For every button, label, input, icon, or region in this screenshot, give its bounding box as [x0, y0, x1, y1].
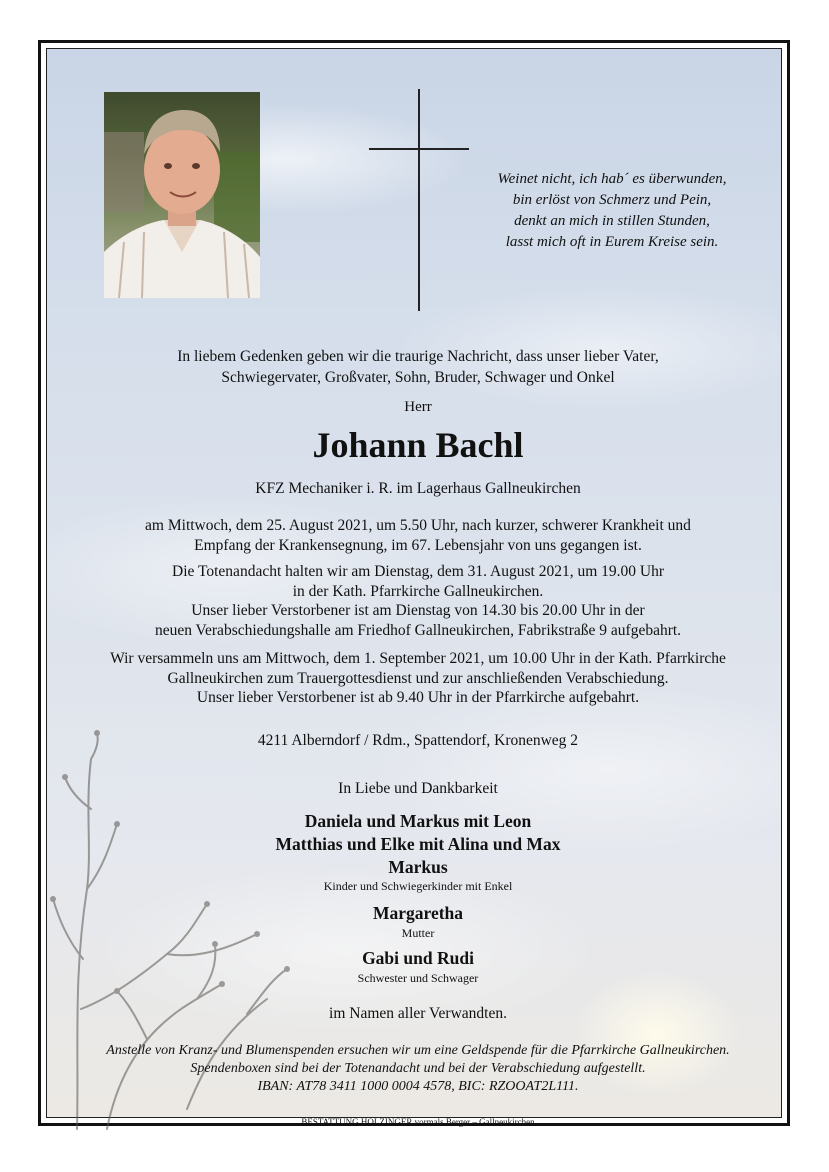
intro-text — [47, 346, 789, 388]
gratitude-line: In Liebe und Dankbarkeit — [338, 780, 498, 797]
mourner-relation: Schwester und Schwager — [357, 971, 479, 985]
salutation: Herr — [404, 399, 432, 415]
mourner-name: Matthias und Elke mit Alina und Max — [275, 834, 561, 854]
paragraph-line: Empfang der Krankensegnung, im 67. Lebensjahr von uns gegangen ist. — [194, 537, 642, 554]
donation-note — [47, 1042, 789, 1096]
mourner-name: Markus — [388, 857, 448, 877]
notice-card — [46, 48, 782, 1127]
intro-line: In liebem Gedenken geben wir die traurige Nachricht, dass unser lieber Vater, — [177, 348, 659, 365]
poem-line: Weinet nicht, ich hab´ es überwunden, — [497, 171, 727, 187]
poem-line: denkt an mich in stillen Stunden, — [514, 213, 710, 229]
portrait-illustration — [104, 92, 260, 298]
death-announcement — [47, 516, 789, 556]
portrait-photo — [104, 92, 260, 298]
mourner-name: Margaretha — [372, 903, 464, 923]
mourner-name: Daniela und Markus mit Leon — [304, 811, 532, 831]
paragraph-line: in der Kath. Pfarrkirche Gallneukirchen. — [292, 582, 544, 600]
deceased-name: Johann Bachl — [312, 425, 524, 465]
poem-line: lasst mich oft in Eurem Kreise sein. — [505, 234, 719, 250]
notice-outer-border — [38, 40, 790, 1126]
relatives-line: im Namen aller Verwandten. — [329, 1005, 507, 1022]
mourner-relation: Mutter — [401, 926, 435, 940]
family-address: 4211 Alberndorf / Rdm., Spattendorf, Kronenweg 2 — [257, 732, 579, 749]
paragraph-line: Wir versammeln uns am Mittwoch, dem 1. September 2021, um 10.00 Uhr in der Kath. Pfarrkirche — [110, 650, 726, 667]
cross-icon — [369, 89, 469, 311]
intro-line: Schwiegervater, Großvater, Sohn, Bruder, Schwager und Onkel — [221, 369, 615, 386]
mourner-name: Gabi und Rudi — [362, 948, 474, 968]
mourners-children — [47, 810, 789, 879]
poem-line: bin erlöst von Schmerz und Pein, — [512, 192, 712, 208]
paragraph-line: neuen Verabschiedungshalle am Friedhof Gallneukirchen, Fabrikstraße 9 aufgebahrt. — [154, 621, 682, 639]
occupation: KFZ Mechaniker i. R. im Lagerhaus Gallneukirchen — [255, 480, 581, 497]
paragraph-line: am Mittwoch, dem 25. August 2021, um 5.50 Uhr, nach kurzer, schwerer Krankheit und — [145, 517, 691, 534]
cross-vertical-bar — [418, 89, 420, 311]
funeral-home-footer: BESTATTUNG HOLZINGER vormals Berger – Gallneukirchen — [301, 1117, 535, 1127]
vigil-details — [47, 562, 789, 640]
donation-line: Anstelle von Kranz- und Blumenspenden ersuchen wir um eine Geldspende für die Pfarrkirche Gallneukirchen. — [106, 1043, 730, 1058]
mourner-relation: Kinder und Schwiegerkinder mit Enkel — [323, 879, 513, 893]
funeral-details — [47, 649, 789, 708]
paragraph-line: Die Totenandacht halten wir am Dienstag, dem 31. August 2021, um 19.00 Uhr — [172, 563, 664, 580]
donation-line: IBAN: AT78 3411 1000 0004 4578, BIC: RZOOAT2L111. — [257, 1079, 579, 1094]
paragraph-line: Unser lieber Verstorbener ist am Dienstag von 14.30 bis 20.00 Uhr in der — [191, 602, 645, 619]
memorial-poem — [467, 169, 757, 253]
cross-horizontal-bar — [369, 148, 469, 150]
paragraph-line: Gallneukirchen zum Trauergottesdienst und zur anschließenden Verabschiedung. — [167, 669, 669, 687]
paragraph-line: Unser lieber Verstorbener ist ab 9.40 Uhr in der Pfarrkirche aufgebahrt. — [196, 689, 640, 706]
donation-line: Spendenboxen sind bei der Totenandacht und bei der Verabschiedung aufgestellt. — [190, 1061, 646, 1076]
